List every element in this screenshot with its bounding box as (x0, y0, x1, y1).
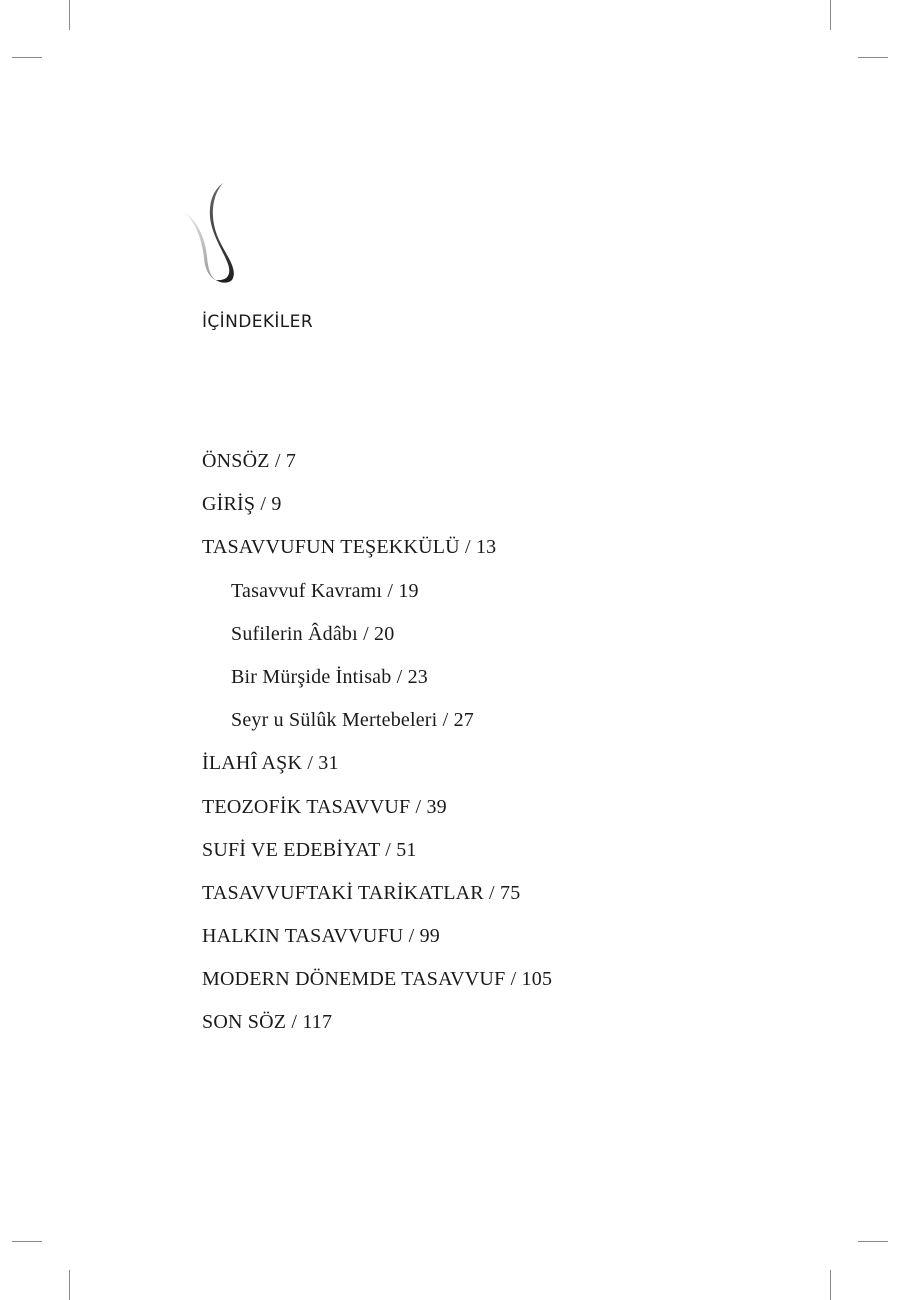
toc-subentry: Tasavvuf Kavramı / 19 (231, 579, 419, 602)
toc-entry: ÖNSÖZ / 7 (202, 450, 297, 472)
toc-entry: MODERN DÖNEMDE TASAVVUF / 105 (202, 968, 553, 991)
table-of-contents (202, 448, 552, 1053)
crop-mark-top-left-v (69, 0, 70, 30)
toc-entry: SON SÖZ / 117 (202, 1011, 333, 1034)
crop-mark-bottom-right-v (830, 1270, 831, 1300)
page-title: İÇİNDEKİLER (202, 312, 314, 332)
toc-subentry: Bir Mürşide İntisab / 23 (231, 665, 429, 688)
toc-entry: GİRİŞ / 9 (202, 493, 282, 516)
toc-subentry: Sufilerin Âdâbı / 20 (231, 622, 395, 645)
toc-entry: TASAVVUFTAKİ TARİKATLAR / 75 (202, 881, 521, 904)
toc-entry: İLAHÎ AŞK / 31 (202, 752, 339, 775)
toc-entry: SUFİ VE EDEBİYAT / 51 (202, 838, 417, 861)
crop-mark-top-right-h (858, 57, 888, 58)
crop-mark-bottom-left-v (69, 1270, 70, 1300)
crop-mark-top-right-v (830, 0, 831, 30)
flame-swirl-logo-icon (180, 180, 250, 285)
crop-mark-bottom-right-h (858, 1241, 888, 1242)
toc-entry: HALKIN TASAVVUFU / 99 (202, 925, 440, 948)
crop-mark-top-left-h (12, 57, 42, 58)
toc-entry: TEOZOFİK TASAVVUF / 39 (202, 795, 447, 818)
crop-mark-bottom-left-h (12, 1241, 42, 1242)
toc-entry: TASAVVUFUN TEŞEKKÜLÜ / 13 (202, 536, 497, 559)
toc-subentry: Seyr u Sülûk Mertebeleri / 27 (231, 709, 474, 732)
